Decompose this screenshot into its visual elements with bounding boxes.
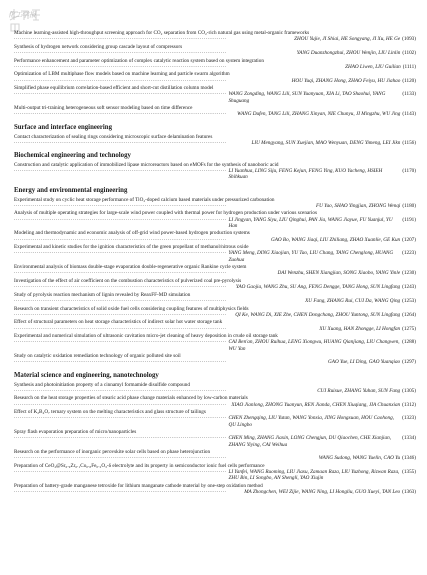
toc-entry[interactable]	[14, 105, 416, 117]
toc-entry[interactable]	[14, 429, 416, 448]
toc-entry[interactable]	[14, 197, 416, 209]
leader-dots: ················································································································	[14, 339, 227, 346]
article-authors: LI Yuanhua, LING Siju, FENG Kejun, FENG Ying, KUO Yacheng, HSIEH Shihkuan	[228, 168, 383, 181]
article-title: Investigation of the effect of air coefficient on the combustion characteristics of pulverized coal pre-pyrolysis	[14, 278, 242, 284]
page-number: (1111)	[402, 63, 416, 70]
leader-dots: ················································································································	[14, 139, 227, 146]
article-title: Performance enhancement and parameter optimization of complex catalytic reaction system based on system integration	[14, 57, 264, 64]
page-number: (1093)	[402, 36, 416, 43]
article-title: Study on catalytic oxidation remediation technology of organic polluted site soil	[14, 353, 181, 360]
toc-entry[interactable]	[14, 278, 416, 290]
toc-entry[interactable]	[14, 395, 416, 407]
leader-dots: ················································································································	[14, 359, 227, 366]
page-number: (1207)	[402, 236, 416, 243]
toc-entry[interactable]	[14, 30, 416, 42]
article-title: Preparation of battery-grade manganese tetroxide for lithium manganate cathode material by one-step oxidation method	[14, 482, 263, 489]
article-title: Effect of K₂B₄O₇ ternary system on the melting characteristics and glass structure of tailings	[14, 409, 206, 416]
article-title: Research on the performance of inorganic perovskite solar cells based on phase heterojunction	[14, 449, 211, 456]
article-authors: CHEN Zhengqing, LIU Yutan, WANG Yonxia, JING Hongxuan, HOU Caohong, QU Lingbo	[228, 415, 394, 428]
page-number: (1223)	[402, 250, 416, 257]
page-number: (1346)	[402, 455, 416, 462]
toc-entry[interactable]	[14, 244, 416, 263]
leader-dots: ················································································································	[14, 250, 227, 257]
toc-entry[interactable]	[14, 134, 416, 146]
toc-entry[interactable]	[14, 319, 416, 331]
leader-dots: ················································································································	[14, 455, 227, 462]
page-number: (1133)	[402, 91, 416, 98]
article-authors: ZHOU Yujie, JI Shiai, HE Songyang, JI Xu, HE Ge	[294, 36, 401, 43]
article-title: Machine learning-assisted high-throughput screening approach for CO₂ separation from CO₂-rich natural gas using metal-organic frameworks	[14, 30, 310, 36]
leader-dots: ················································································································	[14, 77, 227, 84]
section-heading: Biochemical engineering and technology	[14, 152, 131, 159]
page-number: (1120)	[402, 77, 416, 84]
author-line	[14, 298, 416, 304]
leader-dots: ················································································································	[14, 236, 227, 243]
toc-entry[interactable]	[14, 449, 416, 461]
toc-entry[interactable]	[14, 483, 416, 495]
toc-entry[interactable]	[14, 85, 416, 104]
leader-dots: ················································································································	[14, 202, 227, 209]
author-line	[14, 203, 416, 209]
article-authors: LI Yanfei, WANG Ruoming, LIU Jiaxu, Zamaan Raza, LIU Yuzhong, Rizwan Raza, ZHU Bin, LI Songbo, AN Shengli, YAO Xiujin	[228, 469, 400, 482]
leader-dots: ················································································································	[14, 469, 227, 476]
article-authors: CHEN Ming, ZHANG Jiaxin, LONG Chengjun, DU Qiaochen, CHE Xianjian, ZHANG Yiying, CAI Weihua	[228, 435, 391, 448]
article-authors: LI Jingyan, YANG Siyu, LIU Qinghui, PAN Jia, WANG Jiayue, FU Yuanjul, YU Han	[228, 216, 393, 229]
toc-entry[interactable]	[14, 463, 416, 482]
author-line	[14, 140, 416, 146]
article-title: Synthesis of hydrogen network considering group cascade layout of compressors	[14, 43, 183, 50]
toc-entry[interactable]	[14, 162, 416, 181]
section-heading: Energy and environmental engineering	[14, 186, 128, 194]
author-line	[14, 489, 416, 495]
author-line	[14, 78, 416, 84]
page-number: (1191)	[402, 216, 416, 223]
page-number: (1143)	[402, 111, 416, 118]
page-number: (1323)	[402, 415, 416, 422]
toc-entry[interactable]	[14, 230, 416, 242]
article-title: Research on the heat storage properties of stearic acid phase change materials enhanced by low-carbon materials	[14, 395, 248, 402]
page-number: (1156)	[402, 139, 416, 146]
leader-dots: ················································································································	[14, 284, 227, 291]
leader-dots: ················································································································	[14, 435, 227, 442]
article-title: Modeling and thermodynamic and economic analysis of off-grid wind power-based hydrogen production systems	[14, 230, 250, 237]
author-line	[14, 455, 416, 461]
article-authors: XU Fang, ZHANG Rui, CUI Da, WANG Qing	[305, 298, 401, 304]
page-number: (1253)	[402, 298, 416, 304]
leader-dots: ················································································································	[14, 216, 227, 223]
leader-dots: ················································································································	[14, 401, 227, 408]
page-number: (1334)	[402, 435, 416, 442]
article-title: Preparation of CeO₂@Sr₀.₉Zr₀.₁Co₀.₈Fe₀.₂O₃-δ electrolyte and its property in semiconductor ionic fuel cells performance	[14, 462, 265, 469]
leader-dots: ················································································································	[14, 63, 227, 70]
toc-entry[interactable]	[14, 382, 416, 394]
author-line	[14, 168, 416, 180]
article-title: Analysis of multiple operating strategies for large-scale wind power coupled with thermal power for hydrogen production under various scenarios	[14, 210, 317, 217]
toc-entry[interactable]	[14, 210, 416, 229]
article-authors: WANG Sudong, WANG Yuelin, CAO Yu	[318, 455, 401, 462]
author-line	[14, 435, 416, 447]
leader-dots: ················································································································	[14, 489, 227, 496]
table-of-contents	[14, 30, 416, 497]
toc-entry[interactable]	[14, 71, 416, 83]
article-authors: YAO Gaojia, WANG Zhu, SU Ang, FENG Dengge, TANG Hong, SUN Lingfang	[235, 284, 401, 291]
article-title: Construction and catalytic application of immobilized lipase microreactors based on eMOFs for the synthesis of nanoboric acid	[14, 162, 279, 168]
leader-dots: ················································································································	[14, 311, 227, 318]
author-line	[14, 326, 416, 332]
toc-entry[interactable]	[14, 292, 416, 304]
leader-dots: ················································································································	[14, 415, 227, 422]
article-title: Experimental and numerical simulation of ultrasonic cavitation micro-jet cleaning of heavy deposition in crude oil storage tank	[14, 333, 278, 340]
article-title: Study of pyrolysis reaction mechanism of lignin revealed by ReaxFF-MD simulation	[14, 291, 191, 298]
article-title: Environmental analysis of biomass double-stage evaporation double-regenerative organic Rankine cycle system	[14, 264, 247, 271]
author-line	[14, 359, 416, 365]
page-number: (1305)	[402, 387, 416, 394]
article-authors: MA Zhongchen, WEI Zijie, WANG Ning, LI Hongliu, GUO Xueyi, TAN Leo	[244, 489, 401, 496]
article-title: Experimental study on cyclic heat storage performance of TiO₂-doped calcium based materials under pressurized carbonation	[14, 196, 275, 203]
toc-entry[interactable]	[14, 306, 416, 318]
author-line	[14, 388, 416, 394]
author-line	[14, 36, 416, 42]
section-heading: Material science and engineering, nanotechnology	[14, 371, 159, 379]
article-title: Multi-output tri-training heterogeneous soft sensor modeling based on time difference	[14, 105, 193, 112]
leader-dots: ················································································································	[14, 111, 227, 118]
leader-dots: ················································································································	[14, 270, 227, 277]
article-title: Experimental and kinetic studies for the ignition characteristics of the green propellant of methanol/nitrous oxide	[14, 244, 249, 251]
article-authors: LIU Mengyang, SUN Xuejian, MAO Wenyuan, DENG Yimeng, LEI Jikn	[251, 139, 401, 146]
article-title: Spray flash evaporation preparation of micro/nanoparticles	[14, 429, 137, 436]
article-authors: YANG Duanzhongzhui, ZHOU Wenjin, LIU Linlin	[296, 50, 401, 56]
page-number: (1312)	[402, 401, 416, 408]
author-line	[14, 111, 416, 117]
author-line	[14, 217, 416, 229]
section-heading: Surface and interface engineering	[14, 123, 112, 131]
author-line	[14, 270, 416, 276]
article-authors: QI Ke, WANG Di, XIE Zhe, CHEN Dongchang, ZHOU Yuntong, SUN Lingfang	[235, 311, 401, 318]
toc-entry[interactable]	[14, 353, 416, 365]
article-title: Contact characterization of sealing rings considering microscopic surface delamination features	[14, 133, 213, 140]
page-number: (1170)	[402, 168, 416, 175]
leader-dots: ················································································································	[14, 36, 227, 43]
article-authors: GAO Yue, LI Ding, GAO Yuanqiao	[328, 359, 401, 366]
toc-entry[interactable]	[14, 58, 416, 70]
article-authors: ZHAO Liwen, LIU Guilian	[345, 63, 401, 70]
leader-dots: ················································································································	[14, 91, 227, 98]
leader-dots: ················································································································	[14, 298, 227, 304]
article-authors: WANG Dufen, TANG Lili, ZHANG Xinyan, NIE Chunyu, JI Mingzhu, WU Jing	[237, 111, 401, 118]
author-line	[14, 250, 416, 262]
article-title: Simplified phase equilibrium correlation-based efficient and short-cut distillation column model	[14, 85, 214, 92]
page-number: (1297)	[402, 359, 416, 366]
page-number: (1363)	[402, 489, 416, 496]
page-number: (1275)	[402, 325, 416, 332]
leader-dots: ················································································································	[14, 50, 227, 56]
article-authors: FU Yao, SHAO Yingjian, ZHONG Wenqi	[315, 202, 401, 209]
page-number: (1355)	[402, 469, 416, 476]
leader-dots: ················································································································	[14, 387, 227, 394]
article-authors: DAI Wenzhu, SHEN Xiangjian, SONG Xiaobo, YANG Yinle	[277, 270, 401, 277]
page-number: (1230)	[402, 270, 416, 277]
author-line	[14, 91, 416, 103]
page-number: (1264)	[402, 311, 416, 318]
author-line	[14, 312, 416, 318]
author-line	[14, 415, 416, 427]
article-authors: GAO Bo, WANG Jiaqi, LIU Zhiliang, ZHAO Xuanlie, GE Kun	[270, 236, 401, 243]
author-line	[14, 284, 416, 290]
author-line	[14, 237, 416, 243]
page-number: (1180)	[402, 202, 416, 209]
author-line	[14, 402, 416, 408]
author-line	[14, 50, 416, 56]
article-title: Research on transient characteristics of solid oxide fuel cells considering coupling features of multiphysics fields	[14, 305, 249, 312]
article-authors: XU Xuang, HAN Zhongge, LI Hongfan	[319, 325, 401, 332]
article-authors: YANG Meng, DING Xiaojian, YU Tao, LIU Chang, TANG Chenglong, HUANG Zuohua	[228, 250, 394, 263]
author-line	[14, 469, 416, 481]
article-authors: WANG Zongding, WANG Lili, SUN Yuanyuan, XIA Li, TAO Shaohui, YANG Shuguang	[228, 91, 386, 104]
toc-entry[interactable]	[14, 409, 416, 428]
article-title: Optimization of LBM multiphase flow models based on machine learning and particle swarm algorithm	[14, 71, 230, 78]
article-authors: CAI Ben'an, ZHOU Ruihua, LENG Xiongwu, HUANG Qianjiang, LIU Changwen, WU Yan	[228, 339, 400, 352]
leader-dots: ················································································································	[14, 325, 227, 332]
article-authors: XIAO Jianlong, ZHONG Yuanyun, REN Jianda, CHEN Xiuqiang, JIA Chuanxian	[231, 401, 401, 408]
toc-entry[interactable]	[14, 44, 416, 56]
article-authors: HOU Yuqi, ZHANG Hong, ZHAO Feiyu, HU Jiahao	[291, 77, 401, 84]
page-number: (1102)	[402, 50, 416, 56]
toc-entry[interactable]	[14, 333, 416, 352]
article-title: Effect of structural parameters on heat storage characteristics of indirect solar hot water storage tank	[14, 319, 223, 326]
article-title: Synthesis and photoinitiation property of a cinnamyl formamide disulfide compound	[14, 381, 190, 388]
page-number: (1288)	[402, 339, 416, 346]
leader-dots: ················································································································	[14, 168, 227, 175]
toc-entry[interactable]	[14, 264, 416, 276]
author-line	[14, 64, 416, 70]
svg-text:化工学报: 化工学报	[8, 11, 36, 19]
author-line	[14, 339, 416, 351]
article-authors: CUI Ruixue, ZHANG Yuhan, SUN Fang	[317, 387, 401, 394]
page-number: (1243)	[402, 284, 416, 291]
